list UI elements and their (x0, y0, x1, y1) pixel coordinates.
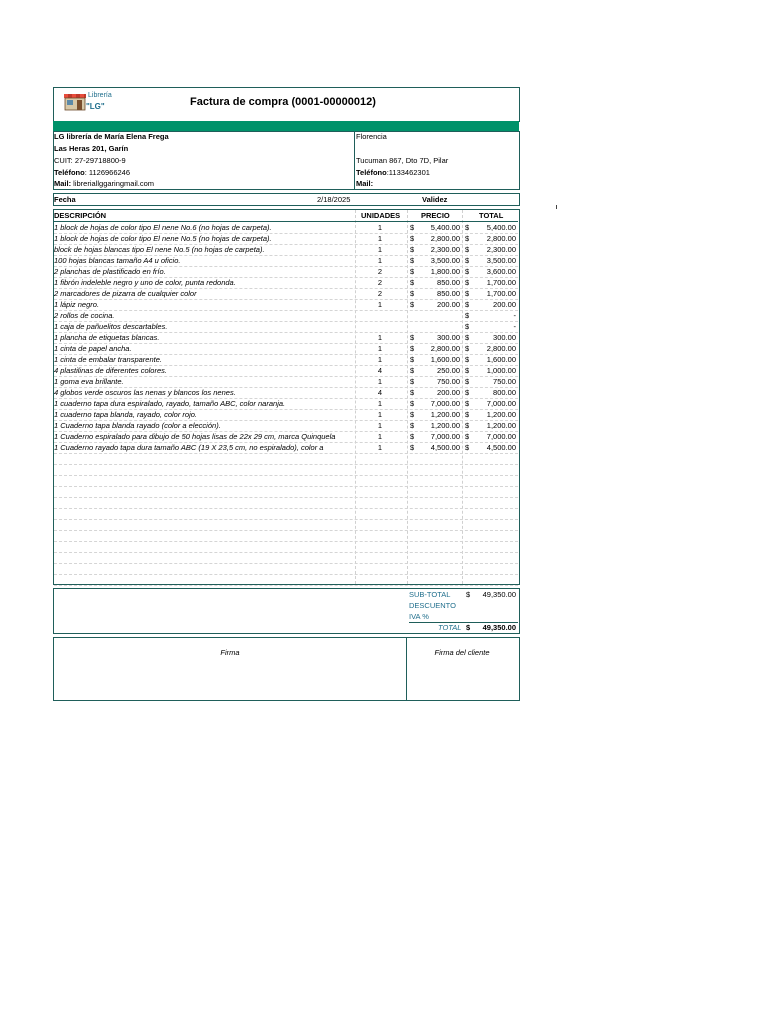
item-total-currency: $ (465, 289, 470, 298)
header-units: UNIDADES (361, 211, 401, 220)
item-units: 1 (377, 410, 382, 419)
item-price-currency: $ (410, 245, 415, 254)
item-total: 2,800.00 (486, 234, 516, 243)
item-total: 1,700.00 (486, 278, 516, 287)
client-phone (356, 167, 430, 178)
item-price-currency: $ (410, 443, 415, 452)
subtotal-currency: $ (466, 590, 471, 599)
item-description: 1 Cuaderno rayado tapa dura tamaño ABC (19 X 23,5 cm, no espiralado), color a (54, 443, 324, 452)
item-description: 1 cinta de papel ancha. (54, 344, 132, 353)
item-total-currency: $ (465, 322, 470, 331)
item-total: 800.00 (493, 388, 516, 397)
header-description: DESCRIPCIÓN (54, 211, 107, 220)
item-total: 2,800.00 (486, 344, 516, 353)
item-price: 750.00 (437, 377, 460, 386)
item-total-currency: $ (465, 311, 470, 320)
item-price-currency: $ (410, 234, 415, 243)
item-price: 1,200.00 (430, 410, 460, 419)
total-value: 49,350.00 (482, 623, 516, 632)
item-total-currency: $ (465, 377, 470, 386)
page-title: Factura de compra (0001-00000012) (190, 96, 376, 108)
store-logo (63, 92, 87, 112)
item-description: 100 hojas blancas tamaño A4 u oficio. (54, 256, 181, 265)
item-description: 1 fibrón indeleble negro y uno de color, punta redonda. (54, 278, 236, 287)
item-units: 2 (377, 278, 382, 287)
item-units: 1 (377, 421, 382, 430)
item-price-currency: $ (410, 300, 415, 309)
seller-phone (54, 167, 130, 178)
seller-mail (54, 178, 154, 189)
item-price-currency: $ (410, 267, 415, 276)
item-price: 4,500.00 (430, 443, 460, 452)
item-total: 4,500.00 (486, 443, 516, 452)
item-price-currency: $ (410, 410, 415, 419)
client-mail-label: Mail: (356, 179, 374, 188)
subtotal-label: SUB-TOTAL (409, 590, 451, 599)
item-price: 1,600.00 (430, 355, 460, 364)
client-phone-value: :1133462301 (386, 168, 430, 177)
item-description: 2 marcadores de pizarra de cualquier color (54, 289, 197, 298)
seller-name: LG librería de María Elena Frega (54, 132, 169, 141)
item-price-currency: $ (410, 421, 415, 430)
item-total: 200.00 (493, 300, 516, 309)
client-name: Florencia (356, 132, 387, 141)
item-total: 7,000.00 (486, 432, 516, 441)
item-total: 1,600.00 (486, 355, 516, 364)
item-units: 2 (377, 267, 382, 276)
item-price-currency: $ (410, 278, 415, 287)
item-description: 4 plastilinas de diferentes colores. (54, 366, 167, 375)
total-currency: $ (466, 623, 471, 632)
item-price-currency: $ (410, 344, 415, 353)
item-units: 1 (377, 355, 382, 364)
item-total-currency: $ (465, 410, 470, 419)
item-price: 2,800.00 (430, 234, 460, 243)
item-price: 7,000.00 (430, 432, 460, 441)
item-total-currency: $ (465, 234, 470, 243)
item-units: 1 (377, 300, 382, 309)
item-total: - (513, 311, 516, 320)
item-total: 300.00 (493, 333, 516, 342)
item-description: 1 Cuaderno tapa blanda rayado (color a elección). (54, 421, 221, 430)
seller-cuit: CUIT: 27-29718800-9 (54, 156, 126, 165)
item-total: 1,200.00 (486, 410, 516, 419)
item-description: 1 block de hojas de color tipo El nene No.5 (no hojas de carpeta). (54, 234, 272, 243)
item-price-currency: $ (410, 333, 415, 342)
signature-divider (406, 637, 407, 701)
seller-address: Las Heras 201, Garín (54, 144, 129, 153)
item-description: 1 goma eva brillante. (54, 377, 124, 386)
date-box (53, 193, 520, 206)
item-total: 3,500.00 (486, 256, 516, 265)
item-total-currency: $ (465, 256, 470, 265)
logo-line-1: Librería (88, 92, 112, 99)
item-description: 1 caja de pañuelitos descartables. (54, 322, 168, 331)
item-price: 7,000.00 (430, 399, 460, 408)
item-price-currency: $ (410, 256, 415, 265)
item-description: 2 rollos de cocina. (54, 311, 115, 320)
item-total-currency: $ (465, 333, 470, 342)
item-total-currency: $ (465, 245, 470, 254)
item-total-currency: $ (465, 443, 470, 452)
item-price: 3,500.00 (430, 256, 460, 265)
item-units: 4 (377, 366, 382, 375)
item-price-currency: $ (410, 355, 415, 364)
item-units: 1 (377, 256, 382, 265)
item-price: 200.00 (437, 388, 460, 397)
fecha-value: 2/18/2025 (317, 195, 351, 204)
logo-line-2: "LG" (86, 102, 105, 111)
item-price: 850.00 (437, 278, 460, 287)
header-price: PRECIO (421, 211, 450, 220)
item-units: 1 (377, 333, 382, 342)
seller-mail-label: Mail: (54, 179, 72, 188)
item-total-currency: $ (465, 267, 470, 276)
item-description: block de hojas blancas tipo El nene No.5 (no hojas de carpeta). (54, 245, 265, 254)
item-price: 1,200.00 (430, 421, 460, 430)
total-label: TOTAL (438, 623, 462, 632)
item-price: 2,800.00 (430, 344, 460, 353)
item-units: 1 (377, 344, 382, 353)
item-total-currency: $ (465, 223, 470, 232)
item-total: 2,300.00 (486, 245, 516, 254)
item-total-currency: $ (465, 355, 470, 364)
table-row (54, 574, 518, 586)
item-units: 4 (377, 388, 382, 397)
stray-mark (556, 205, 557, 209)
validez-label: Validez (422, 195, 448, 204)
item-price-currency: $ (410, 388, 415, 397)
item-description: 1 cuaderno tapa dura espiralado, rayado, tamaño ABC, color naranja. (54, 399, 286, 408)
item-description: 1 plancha de etiquetas blancas. (54, 333, 160, 342)
iva-label: IVA % (409, 612, 429, 621)
item-price-currency: $ (410, 399, 415, 408)
item-total: 5,400.00 (486, 223, 516, 232)
fecha-label: Fecha (54, 195, 76, 204)
seller-phone-value: : 1126966246 (84, 168, 131, 177)
item-total: 1,000.00 (486, 366, 516, 375)
item-price: 200.00 (437, 300, 460, 309)
item-total: 1,200.00 (486, 421, 516, 430)
item-price: 300.00 (437, 333, 460, 342)
item-total-currency: $ (465, 300, 470, 309)
item-description: 2 planchas de plastificado en frío. (54, 267, 166, 276)
item-total-currency: $ (465, 421, 470, 430)
header-total: TOTAL (479, 211, 504, 220)
item-total: 3,600.00 (486, 267, 516, 276)
item-units: 1 (377, 234, 382, 243)
item-total-currency: $ (465, 366, 470, 375)
item-description: 1 block de hojas de color tipo El nene No.6 (no hojas de carpeta). (54, 223, 272, 232)
item-price: 250.00 (437, 366, 460, 375)
item-units: 1 (377, 432, 382, 441)
seller-phone-label: Teléfono (54, 168, 85, 177)
item-total: 7,000.00 (486, 399, 516, 408)
item-price: 5,400.00 (430, 223, 460, 232)
subtotal-value: 49,350.00 (482, 590, 516, 599)
item-units: 1 (377, 245, 382, 254)
client-address: Tucuman 867, Dto 7D, Pilar (356, 156, 449, 165)
item-price: 1,800.00 (430, 267, 460, 276)
item-units: 1 (377, 223, 382, 232)
item-description: 1 cuaderno tapa blanda, rayado, color rojo. (54, 410, 198, 419)
item-price-currency: $ (410, 366, 415, 375)
firma-cliente-label: Firma del cliente (434, 648, 490, 657)
store-icon (63, 92, 87, 112)
parties-divider (354, 131, 355, 190)
item-units: 1 (377, 399, 382, 408)
item-units: 2 (377, 289, 382, 298)
item-total-currency: $ (465, 344, 470, 353)
item-price: 2,300.00 (430, 245, 460, 254)
item-total-currency: $ (465, 388, 470, 397)
item-description: 1 cinta de embalar transparente. (54, 355, 162, 364)
item-price: 850.00 (437, 289, 460, 298)
item-price-currency: $ (410, 223, 415, 232)
client-phone-label: Teléfono (356, 168, 387, 177)
firma-label: Firma (220, 648, 240, 657)
item-units: 1 (377, 443, 382, 452)
item-total-currency: $ (465, 432, 470, 441)
item-description: 1 lápiz negro. (54, 300, 100, 309)
item-price-currency: $ (410, 377, 415, 386)
descuento-label: DESCUENTO (409, 601, 456, 610)
item-price-currency: $ (410, 289, 415, 298)
item-units: 1 (377, 377, 382, 386)
item-description: 1 Cuaderno espiralado para dibujo de 50 hojas lisas de 22x 29 cm, marca Quinquela (54, 432, 336, 441)
item-description: 4 globos verde oscuros las nenas y blancos los nenes. (54, 388, 236, 397)
item-total-currency: $ (465, 278, 470, 287)
seller-mail-value: libreriallggaringmail.com (71, 179, 155, 188)
item-total: 750.00 (493, 377, 516, 386)
item-price-currency: $ (410, 432, 415, 441)
item-total: - (513, 322, 516, 331)
item-total-currency: $ (465, 399, 470, 408)
item-total: 1,700.00 (486, 289, 516, 298)
